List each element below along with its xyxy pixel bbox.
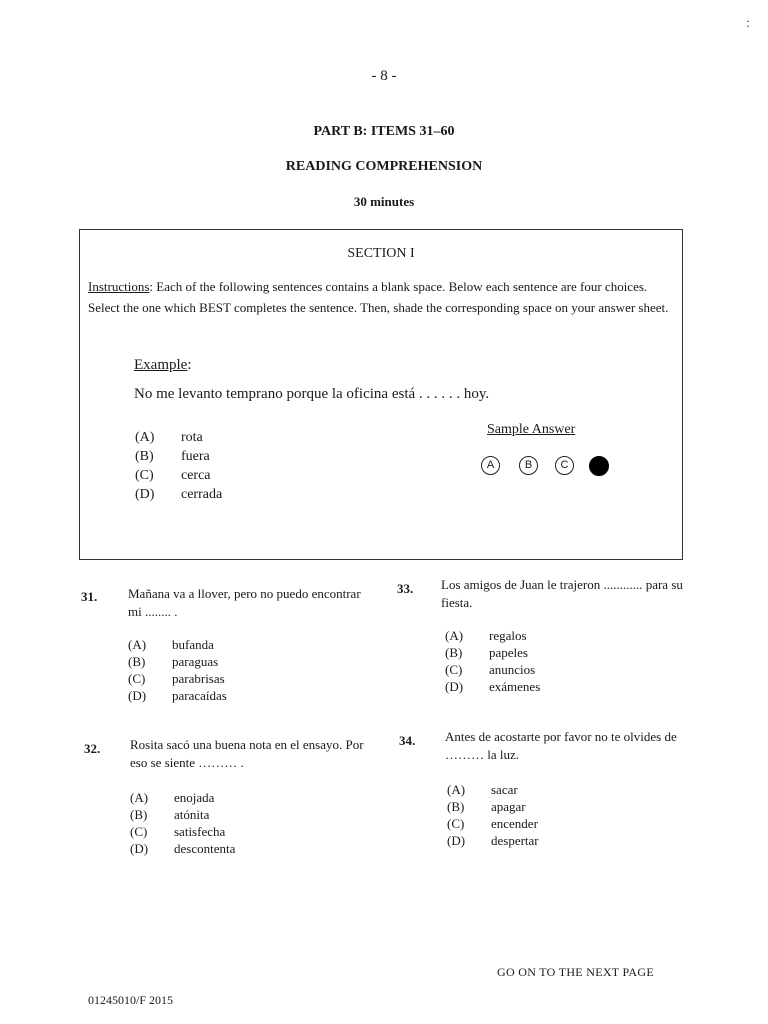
option-text: paraguas [172,654,219,669]
option-text: anuncios [489,662,536,677]
section-heading: READING COMPREHENSION [285,159,483,174]
option-letter: (A) [445,628,464,643]
question-text: Los amigos de Juan le trajeron ............ para su fiesta. [441,577,683,610]
option-letter: (D) [447,833,466,848]
option-letter: (C) [128,671,146,686]
sample-answer-label: Sample Answer [487,422,576,437]
option-text: paracaídas [172,688,227,703]
question-text: Antes de acostarte por favor no te olvides de ……… la luz. [445,729,677,762]
option-letter: (C) [447,816,465,831]
instructions [88,276,676,318]
option-text: parabrisas [172,671,225,686]
part-heading: PART B: ITEMS 31–60 [313,124,455,139]
option-text: encender [491,816,538,831]
question-number: 34. [399,733,416,748]
option-letter: (C) [130,824,148,839]
corner-mark: : [746,16,750,31]
option-text: atónita [174,807,210,822]
option-text: satisfecha [174,824,226,839]
answer-bubble-a: A [481,456,500,475]
option-letter: (B) [135,449,154,464]
instructions-text: : Each of the following sentences contains a blank space. Below each sentence are four choices. Select the one which BEST completes the sentence. Then, shade the corresponding space on your answer sheet. [88,279,669,315]
option-text: exámenes [489,679,541,694]
option-letter: (C) [135,468,154,483]
answer-bubble-b: B [519,456,538,475]
document-code: 01245010/F 2015 [88,993,174,1007]
option-text: cerca [181,468,211,483]
option-letter: (B) [130,807,148,822]
answer-bubble-d-filled [589,456,609,476]
instructions-label: Instructions [88,279,150,294]
option-text: despertar [491,833,539,848]
next-page-note: GO ON TO THE NEXT PAGE [497,965,654,979]
option-letter: (A) [135,430,155,445]
question-number: 32. [84,741,101,756]
option-letter: (A) [130,790,149,805]
option-text: regalos [489,628,527,643]
question-number: 31. [81,589,98,604]
option-letter: (D) [130,841,149,856]
option-text: sacar [491,782,518,797]
example-label-line [134,357,192,374]
question-text: Rosita sacó una buena nota en el ensayo. Por eso se siente ……… . [130,737,364,770]
option-text: papeles [489,645,528,660]
answer-bubble-c: C [555,456,574,475]
option-letter: (B) [447,799,465,814]
option-text: bufanda [172,637,214,652]
example-colon: : [187,357,192,373]
option-text: rota [181,430,203,445]
example-sentence: No me levanto temprano porque la oficina está . . . . . . hoy. [134,386,490,402]
option-text: cerrada [181,487,223,502]
example-label: Example [134,357,188,373]
option-letter: (A) [128,637,147,652]
question-number: 33. [397,581,414,596]
option-letter: (D) [128,688,147,703]
option-text: enojada [174,790,215,805]
time-heading: 30 minutes [353,194,415,209]
option-text: descontenta [174,841,236,856]
option-text: fuera [181,449,210,464]
option-letter: (A) [447,782,466,797]
option-letter: (D) [135,487,155,502]
option-letter: (B) [445,645,463,660]
option-letter: (C) [445,662,463,677]
page-number: - 8 - [371,68,397,84]
section-title: SECTION I [347,246,415,261]
question-text: Mañana va a llover, pero no puedo encontrar mi ........ . [128,586,361,619]
option-letter: (B) [128,654,146,669]
option-letter: (D) [445,679,464,694]
option-text: apagar [491,799,526,814]
